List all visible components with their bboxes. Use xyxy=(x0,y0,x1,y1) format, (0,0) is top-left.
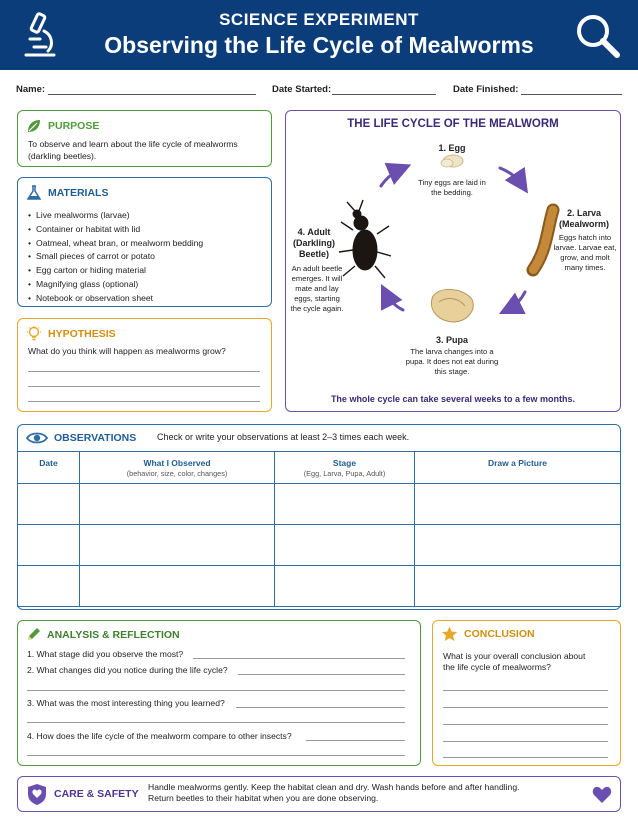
analysis-answer-line[interactable] xyxy=(27,722,405,723)
materials-list xyxy=(28,209,266,306)
eye-icon xyxy=(26,431,48,445)
larva-illustration xyxy=(533,210,553,270)
stage-adult-desc: An adult beetle emerges. It will mate and lay eggs, starting the cycle again. xyxy=(290,264,344,313)
stage-cell[interactable] xyxy=(275,566,415,607)
date-cell[interactable] xyxy=(18,566,80,607)
stage-pupa-title: 3. Pupa xyxy=(435,335,468,345)
purpose-text: To observe and learn about the life cycle of mealworms (darkling beetles). xyxy=(28,139,238,161)
leaf-icon xyxy=(26,118,42,134)
material-item: • Notebook or observation sheet xyxy=(28,292,266,304)
star-icon xyxy=(441,626,458,642)
analysis-answer-line[interactable] xyxy=(306,740,405,741)
hypothesis-card xyxy=(17,318,272,412)
life-cycle-title: THE LIFE CYCLE OF THE MEALWORM xyxy=(347,118,559,130)
hypothesis-answer-line[interactable] xyxy=(28,386,260,387)
heart-icon xyxy=(592,786,612,804)
observations-title: OBSERVATIONS xyxy=(54,432,137,444)
date-finished-field[interactable] xyxy=(521,94,622,95)
observed-cell[interactable] xyxy=(80,566,275,607)
hypothesis-answer-line[interactable] xyxy=(28,401,260,402)
analysis-title: ANALYSIS & REFLECTION xyxy=(47,628,180,641)
date-started-label: Date Started: xyxy=(272,84,332,95)
analysis-answer-line[interactable] xyxy=(236,707,405,708)
conclusion-title: CONCLUSION xyxy=(464,628,535,640)
date-started-field[interactable] xyxy=(332,94,436,95)
stage-pupa-desc: The larva changes into a pupa. It does not eat during this stage. xyxy=(405,347,499,376)
purpose-title: PURPOSE xyxy=(48,120,100,132)
egg-illustration xyxy=(441,155,463,167)
stage-adult-title: 4. Adult (Darkling) Beetle) xyxy=(292,227,335,259)
arrow-pupa-to-adult xyxy=(385,292,403,310)
conclusion-card xyxy=(432,620,621,766)
analysis-answer-line[interactable] xyxy=(27,755,405,756)
hypothesis-question: What do you think will happen as mealworms grow? xyxy=(28,346,226,356)
care-safety-card xyxy=(17,776,621,812)
drawing-cell[interactable] xyxy=(415,484,621,525)
observed-cell[interactable] xyxy=(80,484,275,525)
drawing-cell[interactable] xyxy=(415,566,621,607)
observations-instruction: Check or write your observations at least 2–3 times each week. xyxy=(157,432,410,442)
table-row xyxy=(18,484,621,525)
shield-icon xyxy=(27,783,47,806)
purpose-card xyxy=(17,110,272,167)
date-finished-label: Date Finished: xyxy=(453,84,519,95)
column-header-drawing: Draw a Picture xyxy=(415,452,621,484)
material-item: • Small pieces of carrot or potato xyxy=(28,250,266,262)
analysis-answer-line[interactable] xyxy=(238,674,405,675)
arrow-egg-to-larva xyxy=(500,168,523,186)
date-cell[interactable] xyxy=(18,484,80,525)
hypothesis-answer-line[interactable] xyxy=(28,371,260,372)
page-header xyxy=(0,0,638,70)
materials-card xyxy=(17,177,272,307)
drawing-cell[interactable] xyxy=(415,525,621,566)
stage-egg-title: 1. Egg xyxy=(438,143,466,153)
stage-cell[interactable] xyxy=(275,484,415,525)
conclusion-answer-line[interactable] xyxy=(443,690,608,691)
analysis-question-1: 1. What stage did you observe the most? xyxy=(27,649,184,659)
page-title: Observing the Life Cycle of Mealworms xyxy=(104,32,534,58)
observations-table xyxy=(17,451,621,607)
name-label: Name: xyxy=(16,84,46,95)
stage-egg-desc: Tiny eggs are laid in the bedding. xyxy=(418,178,486,197)
table-row xyxy=(18,525,621,566)
analysis-card xyxy=(17,620,421,766)
observed-cell[interactable] xyxy=(80,525,275,566)
beetle-illustration xyxy=(339,200,391,278)
analysis-answer-line[interactable] xyxy=(27,690,405,691)
hypothesis-title: HYPOTHESIS xyxy=(48,328,116,340)
pencil-icon xyxy=(26,627,41,642)
material-item: • Magnifying glass (optional) xyxy=(28,278,266,290)
material-item: • Container or habitat with lid xyxy=(28,223,266,235)
material-item: • Oatmeal, wheat bran, or mealworm bedding xyxy=(28,237,266,249)
name-field[interactable] xyxy=(48,94,256,95)
magnifier-icon xyxy=(574,12,622,60)
flask-icon xyxy=(26,185,42,201)
arrow-adult-to-egg xyxy=(381,168,403,186)
care-text: Handle mealworms gently. Keep the habitat clean and dry. Wash hands before and after handling. Return beetles to their habitat when you are done observing. xyxy=(148,782,520,803)
arrow-larva-to-pupa xyxy=(507,292,525,310)
column-header-observed: What I Observed (behavior, size, color, changes) xyxy=(80,452,275,484)
conclusion-answer-line[interactable] xyxy=(443,741,608,742)
material-item: • Egg carton or hiding material xyxy=(28,264,266,276)
care-title: CARE & SAFETY xyxy=(54,788,139,800)
analysis-question-2: 2. What changes did you notice during the life cycle? xyxy=(27,665,228,675)
conclusion-answer-line[interactable] xyxy=(443,757,608,758)
materials-title: MATERIALS xyxy=(48,187,109,199)
lightbulb-icon xyxy=(26,326,42,342)
header-kicker: SCIENCE EXPERIMENT xyxy=(219,10,419,29)
analysis-question-4: 4. How does the life cycle of the mealworm compare to other insects? xyxy=(27,731,292,741)
stage-cell[interactable] xyxy=(275,525,415,566)
analysis-question-3: 3. What was the most interesting thing you learned? xyxy=(27,698,225,708)
stage-larva-title: 2. Larva (Mealworm) xyxy=(558,208,609,229)
table-row xyxy=(18,566,621,607)
conclusion-answer-line[interactable] xyxy=(443,707,608,708)
conclusion-question: What is your overall conclusion about the life cycle of mealworms? xyxy=(443,651,586,672)
conclusion-answer-line[interactable] xyxy=(443,724,608,725)
column-header-stage: Stage (Egg, Larva, Pupa, Adult) xyxy=(275,452,415,484)
pupa-illustration xyxy=(431,289,473,322)
material-item: • Live mealworms (larvae) xyxy=(28,209,266,221)
analysis-answer-line[interactable] xyxy=(193,658,405,659)
life-cycle-footer: The whole cycle can take several weeks to a few months. xyxy=(330,394,576,404)
column-header-date: Date xyxy=(18,452,80,484)
date-cell[interactable] xyxy=(18,525,80,566)
stage-larva-desc: Eggs hatch into larvae. Larvae eat, grow, and molt many times. xyxy=(553,233,617,272)
